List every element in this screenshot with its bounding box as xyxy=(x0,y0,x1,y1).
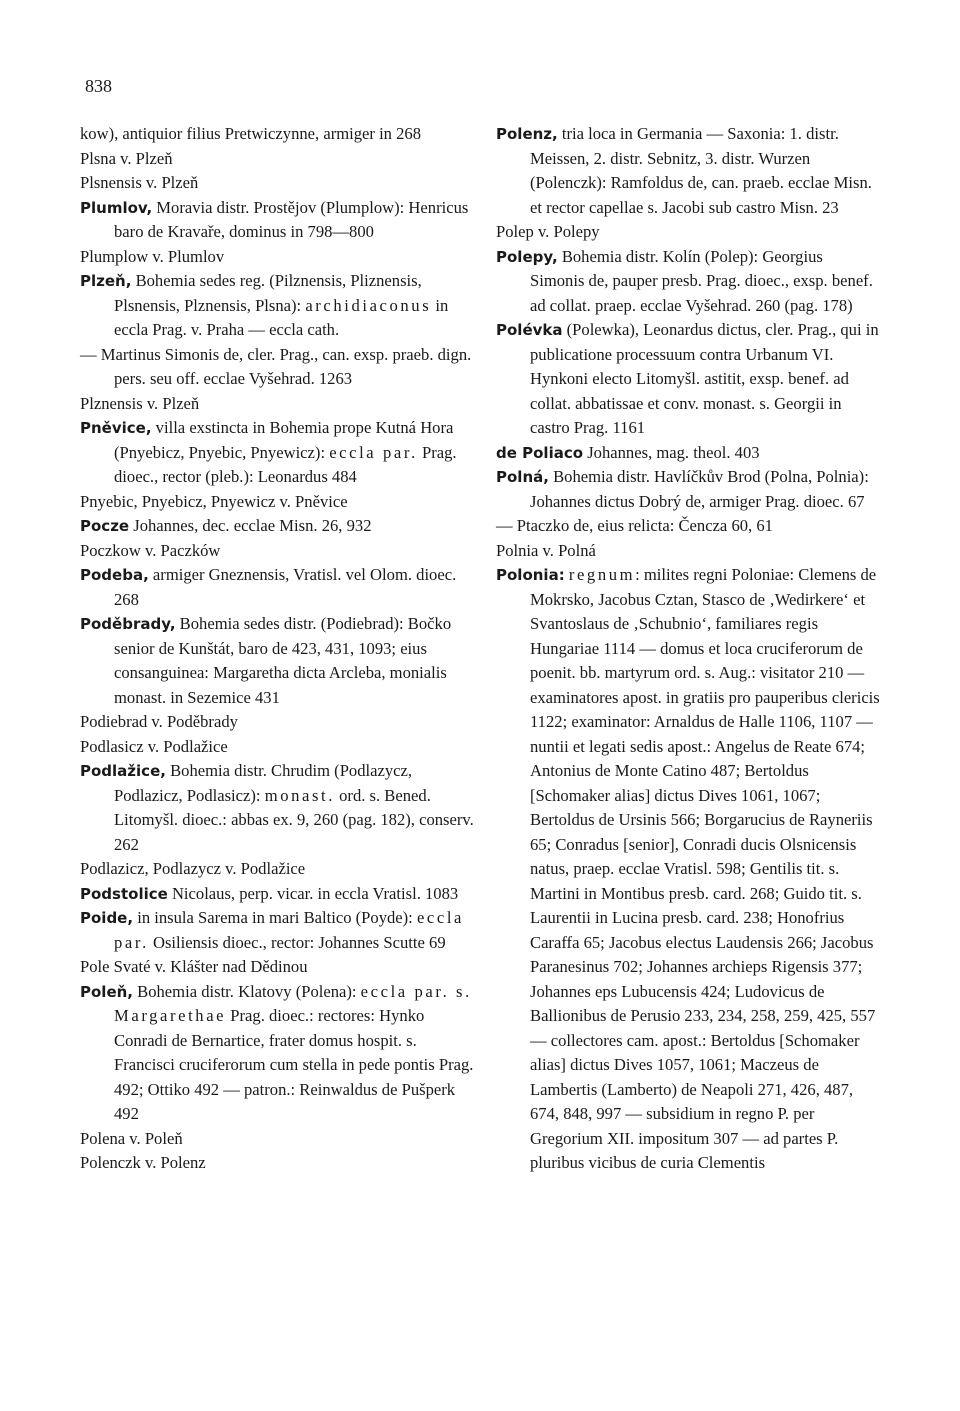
entry-headword: Pocze xyxy=(80,517,130,535)
entry-text: Johannes, dec. ecclae Misn. 26, 932 xyxy=(129,516,372,535)
entry-text: — Martinus Simonis de, cler. Prag., can. exsp. praeb. dign. pers. seu off. ecclae Vyšehrad. 1263 xyxy=(80,344,472,388)
index-entry xyxy=(80,759,476,857)
index-entry xyxy=(80,563,476,612)
entry-text: Pole Svaté v. Klášter nad Dědinou xyxy=(80,957,308,976)
entry-headword: Poide, xyxy=(80,909,134,927)
entry-headword: Poleň, xyxy=(80,982,133,1001)
entry-text: Johannes, mag. theol. 403 xyxy=(583,442,760,462)
entry-tail-text: ord. s. Bened. Litomyšl. dioec.: abbas ex. 9, 260 (pag. 182), conserv. 262 xyxy=(114,785,474,854)
index-entry xyxy=(80,955,476,980)
entry-spaced-text: eccla par. xyxy=(329,442,418,462)
entry-text: — Ptaczko de, eius relicta: Čencza 60, 61 xyxy=(496,516,773,535)
entry-headword: Plumlov, xyxy=(80,198,153,217)
entry-text: kow), antiquior filius Pretwiczynne, armiger in 268 xyxy=(80,124,422,143)
entry-text: Polena v. Poleň xyxy=(80,1128,183,1148)
entry-text: Podlazicz, Podlazycz v. Podlažice xyxy=(80,859,306,878)
entry-text: armiger Gneznensis, Vratisl. vel Olom. dioec. 268 xyxy=(114,565,457,609)
index-entry xyxy=(496,318,880,441)
index-entry xyxy=(80,392,476,417)
entry-tail-text: Prag. dioec., rector (pleb.): Leonardus 484 xyxy=(114,442,457,486)
entry-tail-text: in eccla Prag. v. Praha — eccla cath. xyxy=(114,295,449,339)
entry-headword: Polenz, xyxy=(496,125,558,143)
entry-text: (Polewka), Leonardus dictus, cler. Prag., qui in publicatione processuum contra Urbanum VI. Hynkoni electo Litomyšl. astitit, exsp. benef. ad collat. abbatissae et conv. monast. s. Georgii in castro Prag. 1161 xyxy=(530,320,879,437)
index-entry xyxy=(80,416,476,490)
left-column xyxy=(80,122,476,1176)
entry-headword: Podstolice xyxy=(80,884,168,903)
entry-headword: Polévka xyxy=(496,321,563,339)
index-entry xyxy=(496,539,880,564)
index-entry xyxy=(80,1151,476,1176)
entry-headword: Podlažice, xyxy=(80,762,166,780)
entry-text: Bohemia sedes distr. (Podiebrad): Bočko senior de Kunštát, baro de 423, 431, 1093; eius consanguinea: Margaretha dicta Arcleba, monialis monast. in Sezemice 431 xyxy=(114,614,452,707)
index-entry xyxy=(80,490,476,515)
entry-text: Podlasicz v. Podlažice xyxy=(80,736,228,756)
index-entry xyxy=(80,171,476,196)
entry-spaced-text: eccla par. xyxy=(114,908,465,952)
index-entry xyxy=(496,514,880,539)
index-entry xyxy=(80,857,476,882)
entry-text: Bohemia distr. Havlíčkův Brod (Polna, Polnia): Johannes dictus Dobrý de, armiger Prag. dioec. 67 xyxy=(530,467,869,511)
entry-text: Polenczk v. Polenz xyxy=(80,1153,206,1172)
entry-spaced-text: eccla par. s. Margarethae xyxy=(114,981,472,1025)
entry-headword: Podeba, xyxy=(80,566,149,584)
entry-text: tria loca in Germania — Saxonia: 1. distr. Meissen, 2. distr. Sebnitz, 3. distr. Wurzen (Polenczk): Ramfoldus de, can. praeb. ecclae Misn. et rector capellae s. Jacobi sub castro Misn. 23 xyxy=(530,124,872,217)
index-entry xyxy=(80,343,476,392)
entry-tail-text: Osiliensis dioec., rector: Johannes Scutte 69 xyxy=(148,932,446,952)
entry-text: villa exstincta in Bohemia prope Kutná Hora (Pnyebicz, Pnyebic, Pnyewicz): xyxy=(114,418,454,462)
entry-text: Moravia distr. Prostějov (Plumplow): Henricus baro de Kravaře, dominus in 798—800 xyxy=(114,197,469,241)
index-entry xyxy=(80,882,476,907)
index-entry xyxy=(80,612,476,710)
index-entry xyxy=(80,735,476,760)
index-entry xyxy=(496,441,880,466)
entry-text: Bohemia distr. Klatovy (Polena): xyxy=(133,981,361,1001)
index-entry xyxy=(80,710,476,735)
index-entry xyxy=(496,245,880,319)
index-entry xyxy=(496,122,880,220)
index-entry xyxy=(80,269,476,343)
entry-text: Bohemia distr. Chrudim (Podlazycz, Podlazicz, Podlasicz): xyxy=(114,761,413,805)
entry-text: Plsna v. Plzeň xyxy=(80,148,173,168)
entry-text: Plznensis v. Plzeň xyxy=(80,393,200,413)
entry-spaced-text: monast. xyxy=(264,785,335,805)
index-entry xyxy=(80,980,476,1127)
entry-spaced-text: regnum xyxy=(568,565,636,584)
index-entry xyxy=(80,514,476,539)
index-entry xyxy=(80,196,476,245)
entry-headword: de Poliaco xyxy=(496,443,584,462)
entry-text: Polep v. Polepy xyxy=(496,222,600,241)
index-entry xyxy=(496,563,880,1176)
entry-headword: Poděbrady, xyxy=(80,615,176,633)
index-entry xyxy=(80,539,476,564)
entry-text: Podiebrad v. Poděbrady xyxy=(80,712,238,731)
index-entry xyxy=(496,220,880,245)
entry-headword: Polná, xyxy=(496,468,549,486)
entry-text: Bohemia distr. Kolín (Polep): Georgius Simonis de, pauper presb. Prag. dioec., exsp. benef. ad collat. praep. ecclae Vyšehrad. 260 (pag. 178) xyxy=(530,246,873,315)
right-column xyxy=(496,122,880,1176)
index-entry xyxy=(80,1127,476,1152)
entry-spaced-text: archidiaconus xyxy=(305,295,432,315)
entry-headword: Pněvice, xyxy=(80,419,152,437)
entry-headword: Polonia: xyxy=(496,566,565,584)
entry-text: Plsnensis v. Plzeň xyxy=(80,173,199,192)
index-entry xyxy=(80,245,476,270)
entry-headword: Polepy, xyxy=(496,247,558,266)
entry-text: Plumplow v. Plumlov xyxy=(80,246,225,266)
entry-text: Bohemia sedes reg. (Pilznensis, Pliznensis, Plsnensis, Plznensis, Plsna): xyxy=(114,271,422,315)
page-number: 838 xyxy=(85,76,112,96)
entry-tail-text: : milites regni Poloniae: Clemens de Mokrsko, Jacobus Cztan, Stasco de ‚Wedirkere‘ et Svantoslaus de ‚Schubnio‘, familiares regis Hungariae 1114 — domus et loca cruciferorum de poenit. bb. martyrum ord. s. Aug.: visitator 210 — examinatores apost. in gratiis pro pauperibus clericis 1122; examinator: Arnaldus de Halle 1106, 1107 — nuntii et legati sedis apost.: Angelus de Reate 674; Antonius de Monte Catino 487; Bertoldus [Schomaker alias] dictus Dives 1061, 1067; Bertoldus de Ursinis 566; Borgarucius de Rayneriis 65; Conradus [senior], Conradi ducis Olsnicensis natus, praep. ecclae Vratisl. 598; Gentilis tit. s. Martini in Montibus presb. card. 268; Guido tit. s. Laurentii in Lucina presb. card. 238; Honofrius Caraffa 65; Jacobus electus Laudensis 266; Jacobus Paranesinus 702; Johannes archieps Rigensis 377; Johannes eps Lubucensis 424; Ludovicus de Ballionibus de Perusio 233, 234, 258, 259, 425, 557 — collectores cam. apost.: Bertoldus [Schomaker alias] dictus Dives 1057, 1061; Maczeus de Lambertis (Lamberto) de Neapoli 271, 426, 487, 674, 848, 997 — subsidium in regno P. per Gregorium XII. impositum 307 — ad partes P. pluribus vicibus de curia Clementis xyxy=(530,565,880,1172)
entry-text: Nicolaus, perp. vicar. in eccla Vratisl. 1083 xyxy=(167,883,459,903)
index-entry xyxy=(80,906,476,955)
index-entry xyxy=(496,465,880,514)
entry-text: Poczkow v. Paczków xyxy=(80,540,221,560)
entry-tail-text: Prag. dioec.: rectores: Hynko Conradi de Bernartice, frater domus hospit. s. Francisci cruciferorum cum stella in pede pontis Prag. 492; Ottiko 492 — patron.: Reinwaldus de Pušperk 492 xyxy=(114,1006,474,1123)
entry-headword: Plzeň, xyxy=(80,272,132,290)
entry-text: in insula Sarema in mari Baltico (Poyde): xyxy=(133,908,417,927)
entry-text: Polnia v. Polná xyxy=(496,540,596,560)
entry-text: Pnyebic, Pnyebicz, Pnyewicz v. Pněvice xyxy=(80,491,348,511)
index-entry xyxy=(80,147,476,172)
index-entry xyxy=(80,122,476,147)
